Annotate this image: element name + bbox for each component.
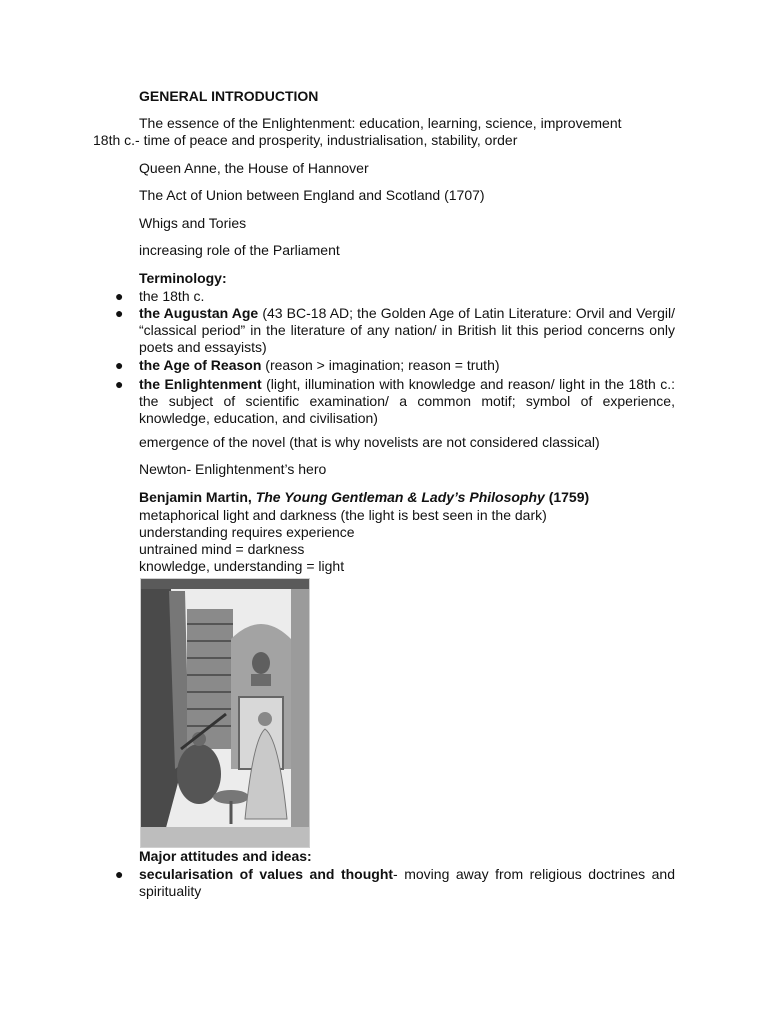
martin-note-line: metaphorical light and darkness (the light is best seen in the dark) <box>139 507 547 523</box>
martin-note-line: untrained mind = darkness <box>139 541 305 557</box>
engraving-illustration <box>140 578 310 848</box>
item-text: (reason > imagination; reason = truth) <box>261 357 500 373</box>
martin-citation <box>139 489 675 506</box>
item-term: the Enlightenment <box>139 376 262 392</box>
intro-line: The essence of the Enlightenment: education, learning, science, improvement <box>139 115 622 131</box>
point-line: The Act of Union between England and Scotland (1707) <box>139 187 485 203</box>
terminology-item <box>139 288 675 305</box>
attitudes-heading: Major attitudes and ideas: <box>139 848 312 864</box>
terminology-item <box>139 305 675 356</box>
item-term: secularisation of values and thought <box>139 866 394 882</box>
item-text: (43 BC-18 AD; the Golden Age of Latin Literature: Orvil and Vergil/ “classical period” in the literature of any nation/ in British lit this period concerns only poets and essayists) <box>139 305 675 355</box>
item-term: the Augustan Age <box>139 305 259 321</box>
bullet-marker: ● <box>115 866 124 882</box>
terminology-heading: Terminology: <box>139 270 227 286</box>
martin-author: Benjamin Martin, <box>139 489 256 505</box>
terminology-item <box>139 376 675 427</box>
martin-year: (1759) <box>544 489 590 505</box>
martin-note-line: knowledge, understanding = light <box>139 558 345 574</box>
bullet-marker: ● <box>115 376 124 392</box>
item-text: the 18th c. <box>139 288 205 304</box>
section-heading: GENERAL INTRODUCTION <box>139 88 319 104</box>
engraving-image <box>141 579 309 847</box>
bullet-marker: ● <box>115 357 124 373</box>
point-line: increasing role of the Parliament <box>139 242 340 258</box>
martin-note-line: understanding requires experience <box>139 524 355 540</box>
point-line: Whigs and Tories <box>139 215 247 231</box>
martin-notes <box>139 507 675 575</box>
point-line: Queen Anne, the House of Hannover <box>139 160 369 176</box>
bullet-marker: ● <box>115 305 124 321</box>
martin-title: The Young Gentleman & Lady’s Philosophy <box>255 489 545 505</box>
intro-line: 18th c.- time of peace and prosperity, industrialisation, stability, order <box>93 132 518 148</box>
item-text: - moving away from religious doctrines and spirituality <box>139 866 675 899</box>
attitudes-item <box>139 866 675 900</box>
bullet-marker: ● <box>115 288 124 304</box>
item-text: (light, illumination with knowledge and reason/ light in the 18th c.: the subject of scientific examination/ a common motif; symbol of experience, knowledge, education, and civilisation) <box>139 376 675 426</box>
newton-note: Newton- Enlightenment’s hero <box>139 461 327 477</box>
item-term: the Age of Reason <box>139 357 262 373</box>
terminology-item <box>139 357 675 374</box>
novel-note: emergence of the novel (that is why novelists are not considered classical) <box>139 434 600 450</box>
